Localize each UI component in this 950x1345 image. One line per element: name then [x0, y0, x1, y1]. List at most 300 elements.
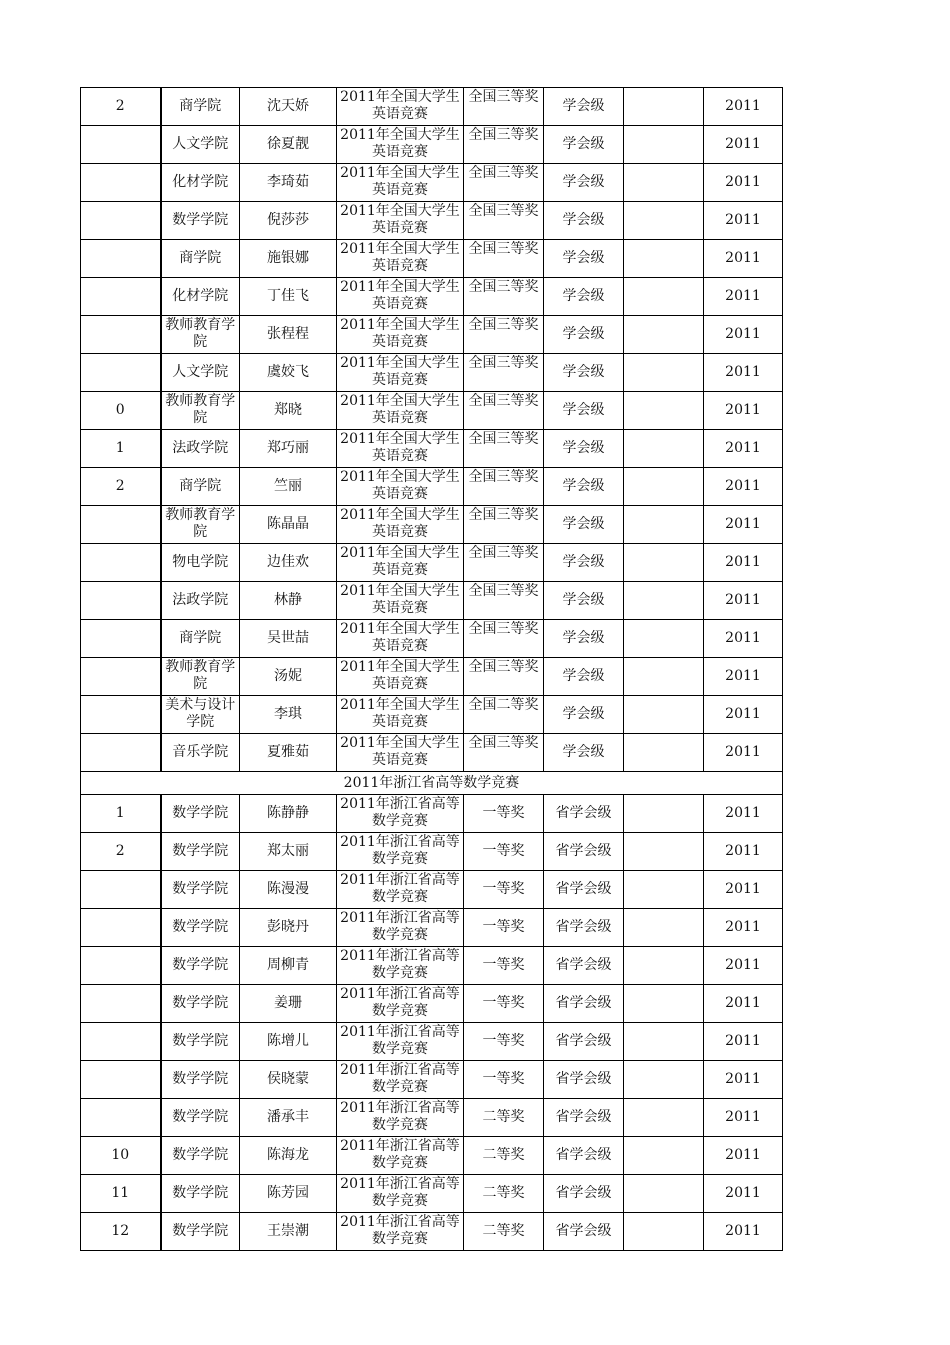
college-cell: 化材学院 [161, 164, 240, 202]
contest-name [337, 544, 464, 582]
year-cell: 2011 [704, 1213, 783, 1251]
level-cell: 省学会级 [544, 833, 624, 871]
contest-name-text: 2011年全国大学生英语竞赛 [340, 659, 460, 692]
award-cell-text: 全国三等奖 [468, 621, 539, 637]
year-cell: 2011 [704, 240, 783, 278]
college-cell: 人文学院 [161, 354, 240, 392]
note-cell [624, 734, 704, 772]
note-cell [624, 468, 704, 506]
award-cell [464, 126, 544, 164]
award-cell [464, 696, 544, 734]
contest-name-text: 2011年浙江省高等数学竞赛 [340, 948, 460, 981]
award-cell-text: 全国三等奖 [468, 469, 539, 485]
year-cell: 2011 [704, 985, 783, 1023]
row-number [81, 164, 161, 202]
award-cell [464, 392, 544, 430]
award-cell [464, 164, 544, 202]
contest-name-text: 2011年浙江省高等数学竞赛 [340, 1024, 460, 1057]
student-name: 陈漫漫 [240, 871, 337, 909]
note-cell [624, 88, 704, 126]
row-number [81, 202, 161, 240]
year-cell: 2011 [704, 696, 783, 734]
row-number: 12 [81, 1213, 161, 1251]
table-row [81, 909, 783, 947]
contest-name [337, 871, 464, 909]
award-cell-text: 全国三等奖 [468, 241, 539, 257]
year-cell: 2011 [704, 506, 783, 544]
college-cell: 音乐学院 [161, 734, 240, 772]
college-cell [161, 506, 240, 544]
contest-name [337, 392, 464, 430]
level-cell: 学会级 [544, 582, 624, 620]
college-cell: 数学学院 [161, 202, 240, 240]
row-number [81, 734, 161, 772]
year-cell: 2011 [704, 468, 783, 506]
contest-name-text: 2011年全国大学生英语竞赛 [340, 355, 460, 388]
year-cell: 2011 [704, 164, 783, 202]
student-name: 潘承丰 [240, 1099, 337, 1137]
award-cell [464, 544, 544, 582]
table-row [81, 1213, 783, 1251]
table-row [81, 734, 783, 772]
level-cell: 学会级 [544, 354, 624, 392]
note-cell [624, 658, 704, 696]
contest-name-text: 2011年浙江省高等数学竞赛 [340, 910, 460, 943]
note-cell [624, 833, 704, 871]
award-cell: 一等奖 [464, 1061, 544, 1099]
note-cell [624, 1099, 704, 1137]
row-number [81, 696, 161, 734]
level-cell: 学会级 [544, 240, 624, 278]
college-cell [161, 696, 240, 734]
award-cell-text: 全国三等奖 [468, 545, 539, 561]
year-cell: 2011 [704, 1137, 783, 1175]
college-cell: 数学学院 [161, 833, 240, 871]
contest-name-text: 2011年全国大学生英语竞赛 [340, 469, 460, 502]
table-row [81, 658, 783, 696]
note-cell [624, 871, 704, 909]
contest-name [337, 88, 464, 126]
award-cell-text: 全国三等奖 [468, 393, 539, 409]
level-cell: 省学会级 [544, 871, 624, 909]
table-row [81, 354, 783, 392]
contest-name [337, 1137, 464, 1175]
note-cell [624, 985, 704, 1023]
college-cell: 数学学院 [161, 1023, 240, 1061]
level-cell: 省学会级 [544, 985, 624, 1023]
note-cell [624, 354, 704, 392]
row-number [81, 658, 161, 696]
year-cell: 2011 [704, 582, 783, 620]
table-row [81, 544, 783, 582]
row-number: 11 [81, 1175, 161, 1213]
row-number [81, 278, 161, 316]
year-cell: 2011 [704, 947, 783, 985]
award-cell [464, 582, 544, 620]
level-cell: 学会级 [544, 88, 624, 126]
note-cell [624, 430, 704, 468]
table-row [81, 1099, 783, 1137]
year-cell: 2011 [704, 278, 783, 316]
row-number: 0 [81, 392, 161, 430]
student-name: 陈静静 [240, 795, 337, 833]
award-cell [464, 316, 544, 354]
contest-name [337, 126, 464, 164]
award-cell: 一等奖 [464, 985, 544, 1023]
contest-name [337, 1061, 464, 1099]
award-cell-text: 全国三等奖 [468, 355, 539, 371]
contest-name [337, 734, 464, 772]
row-number [81, 985, 161, 1023]
contest-name-text: 2011年全国大学生英语竞赛 [340, 89, 460, 122]
row-number [81, 1023, 161, 1061]
college-cell: 化材学院 [161, 278, 240, 316]
award-cell [464, 88, 544, 126]
year-cell: 2011 [704, 88, 783, 126]
college-cell: 数学学院 [161, 1099, 240, 1137]
level-cell: 学会级 [544, 544, 624, 582]
student-name: 王崇潮 [240, 1213, 337, 1251]
award-cell: 一等奖 [464, 833, 544, 871]
award-cell: 二等奖 [464, 1137, 544, 1175]
note-cell [624, 620, 704, 658]
row-number [81, 1099, 161, 1137]
level-cell: 学会级 [544, 392, 624, 430]
table-row [81, 240, 783, 278]
student-name: 郑太丽 [240, 833, 337, 871]
contest-name-text: 2011年全国大学生英语竞赛 [340, 165, 460, 198]
level-cell: 学会级 [544, 126, 624, 164]
college-cell: 数学学院 [161, 1213, 240, 1251]
year-cell: 2011 [704, 1023, 783, 1061]
college-cell: 数学学院 [161, 795, 240, 833]
note-cell [624, 126, 704, 164]
contest-name [337, 1213, 464, 1251]
student-name: 林静 [240, 582, 337, 620]
table-row [81, 833, 783, 871]
contest-name-text: 2011年全国大学生英语竞赛 [340, 697, 460, 730]
award-cell: 二等奖 [464, 1175, 544, 1213]
table-row [81, 985, 783, 1023]
award-cell [464, 202, 544, 240]
student-name: 姜珊 [240, 985, 337, 1023]
year-cell: 2011 [704, 833, 783, 871]
level-cell: 学会级 [544, 278, 624, 316]
student-name: 郑晓 [240, 392, 337, 430]
contest-name-text: 2011年全国大学生英语竞赛 [340, 127, 460, 160]
table-row [81, 430, 783, 468]
student-name: 陈晶晶 [240, 506, 337, 544]
row-number [81, 620, 161, 658]
table-row [81, 506, 783, 544]
level-cell: 学会级 [544, 202, 624, 240]
student-name: 郑巧丽 [240, 430, 337, 468]
note-cell [624, 582, 704, 620]
contest-name-text: 2011年浙江省高等数学竞赛 [340, 986, 460, 1019]
contest-name [337, 240, 464, 278]
contest-name [337, 278, 464, 316]
college-cell-text: 教师教育学院 [165, 659, 236, 692]
student-name: 李琪 [240, 696, 337, 734]
row-number [81, 544, 161, 582]
contest-name [337, 506, 464, 544]
level-cell: 省学会级 [544, 795, 624, 833]
table-row [81, 620, 783, 658]
college-cell [161, 316, 240, 354]
contest-name [337, 202, 464, 240]
student-name: 侯晓蒙 [240, 1061, 337, 1099]
award-cell: 二等奖 [464, 1213, 544, 1251]
student-name: 沈天娇 [240, 88, 337, 126]
award-cell [464, 506, 544, 544]
award-table [80, 87, 783, 1251]
section-title: 2011年浙江省高等数学竞赛 [81, 772, 783, 795]
table-row [81, 126, 783, 164]
note-cell [624, 1023, 704, 1061]
table-row [81, 316, 783, 354]
row-number [81, 240, 161, 278]
note-cell [624, 202, 704, 240]
college-cell: 数学学院 [161, 871, 240, 909]
award-cell-text: 全国二等奖 [468, 697, 539, 713]
table-row [81, 164, 783, 202]
college-cell: 数学学院 [161, 909, 240, 947]
college-cell-text: 教师教育学院 [165, 393, 236, 426]
student-name: 虞姣飞 [240, 354, 337, 392]
level-cell: 省学会级 [544, 1023, 624, 1061]
note-cell [624, 544, 704, 582]
row-number: 1 [81, 430, 161, 468]
note-cell [624, 947, 704, 985]
college-cell: 法政学院 [161, 430, 240, 468]
contest-name [337, 947, 464, 985]
year-cell: 2011 [704, 1061, 783, 1099]
table-row [81, 278, 783, 316]
award-cell [464, 240, 544, 278]
row-number [81, 582, 161, 620]
college-cell: 人文学院 [161, 126, 240, 164]
level-cell: 省学会级 [544, 1137, 624, 1175]
year-cell: 2011 [704, 1175, 783, 1213]
row-number: 2 [81, 88, 161, 126]
college-cell [161, 392, 240, 430]
student-name: 陈芳园 [240, 1175, 337, 1213]
award-cell [464, 468, 544, 506]
student-name: 陈增儿 [240, 1023, 337, 1061]
contest-name-text: 2011年浙江省高等数学竞赛 [340, 1062, 460, 1095]
note-cell [624, 316, 704, 354]
table-row [81, 1175, 783, 1213]
award-cell: 一等奖 [464, 909, 544, 947]
level-cell: 学会级 [544, 506, 624, 544]
college-cell: 数学学院 [161, 1137, 240, 1175]
award-cell-text: 全国三等奖 [468, 89, 539, 105]
level-cell: 省学会级 [544, 1061, 624, 1099]
contest-name [337, 620, 464, 658]
award-cell [464, 734, 544, 772]
year-cell: 2011 [704, 430, 783, 468]
note-cell [624, 696, 704, 734]
college-cell: 数学学院 [161, 1061, 240, 1099]
award-cell-text: 全国三等奖 [468, 735, 539, 751]
note-cell [624, 278, 704, 316]
year-cell: 2011 [704, 871, 783, 909]
contest-name-text: 2011年全国大学生英语竞赛 [340, 507, 460, 540]
student-name: 夏雅茹 [240, 734, 337, 772]
contest-name [337, 430, 464, 468]
award-cell: 一等奖 [464, 1023, 544, 1061]
contest-name-text: 2011年全国大学生英语竞赛 [340, 583, 460, 616]
contest-name [337, 658, 464, 696]
student-name: 徐夏靓 [240, 126, 337, 164]
award-cell: 一等奖 [464, 871, 544, 909]
contest-name-text: 2011年全国大学生英语竞赛 [340, 545, 460, 578]
level-cell: 省学会级 [544, 909, 624, 947]
award-cell: 一等奖 [464, 795, 544, 833]
row-number [81, 316, 161, 354]
student-name: 丁佳飞 [240, 278, 337, 316]
award-cell: 一等奖 [464, 947, 544, 985]
row-number [81, 909, 161, 947]
contest-name-text: 2011年全国大学生英语竞赛 [340, 735, 460, 768]
student-name: 吴世喆 [240, 620, 337, 658]
table-row [81, 202, 783, 240]
college-cell: 数学学院 [161, 947, 240, 985]
year-cell: 2011 [704, 658, 783, 696]
college-cell: 商学院 [161, 468, 240, 506]
note-cell [624, 1137, 704, 1175]
level-cell: 学会级 [544, 620, 624, 658]
contest-name-text: 2011年浙江省高等数学竞赛 [340, 1138, 460, 1171]
level-cell: 学会级 [544, 696, 624, 734]
year-cell: 2011 [704, 126, 783, 164]
award-cell-text: 全国三等奖 [468, 279, 539, 295]
level-cell: 学会级 [544, 468, 624, 506]
college-cell-text: 教师教育学院 [165, 507, 236, 540]
award-cell-text: 全国三等奖 [468, 659, 539, 675]
contest-name-text: 2011年浙江省高等数学竞赛 [340, 796, 460, 829]
award-cell-text: 全国三等奖 [468, 317, 539, 333]
row-number: 10 [81, 1137, 161, 1175]
award-cell-text: 全国三等奖 [468, 507, 539, 523]
award-cell: 二等奖 [464, 1099, 544, 1137]
table-row [81, 88, 783, 126]
table-row [81, 468, 783, 506]
contest-name-text: 2011年浙江省高等数学竞赛 [340, 1176, 460, 1209]
year-cell: 2011 [704, 909, 783, 947]
contest-name-text: 2011年浙江省高等数学竞赛 [340, 1100, 460, 1133]
table-row [81, 696, 783, 734]
college-cell-text: 美术与设计学院 [165, 697, 236, 730]
contest-name [337, 164, 464, 202]
level-cell: 学会级 [544, 316, 624, 354]
table-row [81, 1061, 783, 1099]
contest-name [337, 696, 464, 734]
student-name: 李琦茹 [240, 164, 337, 202]
contest-name [337, 582, 464, 620]
year-cell: 2011 [704, 202, 783, 240]
contest-name-text: 2011年全国大学生英语竞赛 [340, 317, 460, 350]
note-cell [624, 909, 704, 947]
college-cell: 商学院 [161, 620, 240, 658]
contest-name [337, 985, 464, 1023]
note-cell [624, 1061, 704, 1099]
year-cell: 2011 [704, 795, 783, 833]
row-number [81, 506, 161, 544]
contest-name [337, 354, 464, 392]
note-cell [624, 240, 704, 278]
level-cell: 省学会级 [544, 1213, 624, 1251]
student-name: 陈海龙 [240, 1137, 337, 1175]
table-row [81, 947, 783, 985]
contest-name [337, 1175, 464, 1213]
college-cell [161, 658, 240, 696]
note-cell [624, 795, 704, 833]
row-number: 2 [81, 468, 161, 506]
student-name: 周柳青 [240, 947, 337, 985]
college-cell: 物电学院 [161, 544, 240, 582]
college-cell: 商学院 [161, 88, 240, 126]
year-cell: 2011 [704, 316, 783, 354]
year-cell: 2011 [704, 1099, 783, 1137]
contest-name [337, 1023, 464, 1061]
contest-name-text: 2011年全国大学生英语竞赛 [340, 203, 460, 236]
level-cell: 学会级 [544, 164, 624, 202]
year-cell: 2011 [704, 392, 783, 430]
level-cell: 省学会级 [544, 1099, 624, 1137]
award-cell [464, 430, 544, 468]
row-number [81, 126, 161, 164]
contest-name-text: 2011年全国大学生英语竞赛 [340, 621, 460, 654]
contest-name-text: 2011年浙江省高等数学竞赛 [340, 872, 460, 905]
table-row [81, 871, 783, 909]
student-name: 边佳欢 [240, 544, 337, 582]
year-cell: 2011 [704, 734, 783, 772]
college-cell: 商学院 [161, 240, 240, 278]
level-cell: 学会级 [544, 658, 624, 696]
note-cell [624, 1175, 704, 1213]
award-cell-text: 全国三等奖 [468, 583, 539, 599]
contest-name [337, 909, 464, 947]
note-cell [624, 1213, 704, 1251]
college-cell-text: 教师教育学院 [165, 317, 236, 350]
student-name: 张程程 [240, 316, 337, 354]
contest-name-text: 2011年全国大学生英语竞赛 [340, 393, 460, 426]
note-cell [624, 164, 704, 202]
award-cell-text: 全国三等奖 [468, 203, 539, 219]
row-number [81, 871, 161, 909]
student-name: 施银娜 [240, 240, 337, 278]
award-cell [464, 354, 544, 392]
award-cell [464, 658, 544, 696]
table-row [81, 582, 783, 620]
table-row [81, 1137, 783, 1175]
level-cell: 省学会级 [544, 1175, 624, 1213]
contest-name [337, 833, 464, 871]
student-name: 彭晓丹 [240, 909, 337, 947]
year-cell: 2011 [704, 620, 783, 658]
student-name: 汤妮 [240, 658, 337, 696]
contest-name [337, 316, 464, 354]
row-number: 2 [81, 833, 161, 871]
contest-name-text: 2011年浙江省高等数学竞赛 [340, 1214, 460, 1247]
contest-name-text: 2011年全国大学生英语竞赛 [340, 431, 460, 464]
contest-name [337, 795, 464, 833]
row-number [81, 947, 161, 985]
award-cell-text: 全国三等奖 [468, 127, 539, 143]
award-cell [464, 278, 544, 316]
level-cell: 学会级 [544, 430, 624, 468]
